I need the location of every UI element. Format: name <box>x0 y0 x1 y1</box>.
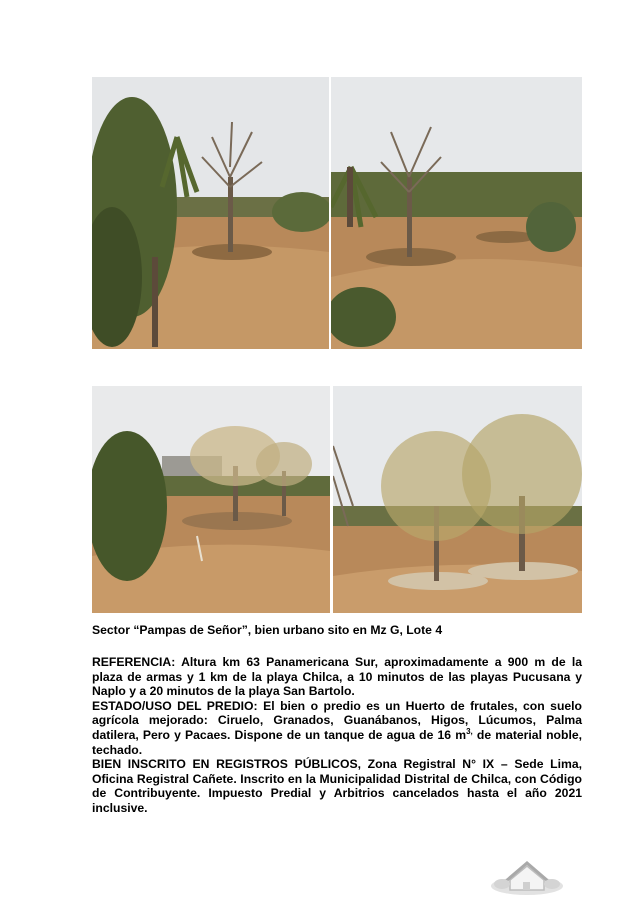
estado-text-b: de material noble, techado. <box>92 727 582 757</box>
referencia-paragraph <box>92 655 582 699</box>
photo-caption: Sector “Pampas de Señor”, bien urbano sito en Mz G, Lote 4 <box>92 623 443 637</box>
estado-superscript: 3, <box>466 726 473 736</box>
house-logo-icon <box>488 856 566 896</box>
registro-paragraph <box>92 757 582 815</box>
orchard-photo-1 <box>92 77 329 349</box>
orchard-photo-2 <box>331 77 582 349</box>
orchard-photo-4 <box>333 386 582 613</box>
referencia-text: Altura km 63 Panamericana Sur, aproximadamente a 900 m de la plaza de armas y 1 km de la playa Chilca, a 10 minutos de las playas Pucusana y Naplo y a 20 minutos de la playa San Bartolo. <box>92 655 582 699</box>
referencia-label: REFERENCIA: <box>92 655 176 669</box>
orchard-photo-3 <box>92 386 330 613</box>
registro-label: BIEN INSCRITO EN REGISTROS PÚBLICOS, <box>92 757 361 772</box>
registro-text: Zona Registral N° IX – Sede Lima, Oficina Registral Cañete. Inscrito en la Municipalidad Distrital de Chilca, con Código de Contribuyente. Impuesto Predial y Arbitrios cancelados hasta el año 2021 inclusive. <box>92 757 582 815</box>
estado-label: ESTADO/USO DEL PREDIO: <box>92 698 258 713</box>
estado-text-a: El bien o predio es un Huerto de frutales, con suelo agrícola mejorado: Ciruelo, Granados, Guanábanos, Higos, Lúcumos, Palma datilera, Pero y Pacaes. Dispone de un tanque de agua de 16 m <box>92 698 583 742</box>
property-description <box>92 655 582 816</box>
estado-paragraph <box>92 699 582 757</box>
